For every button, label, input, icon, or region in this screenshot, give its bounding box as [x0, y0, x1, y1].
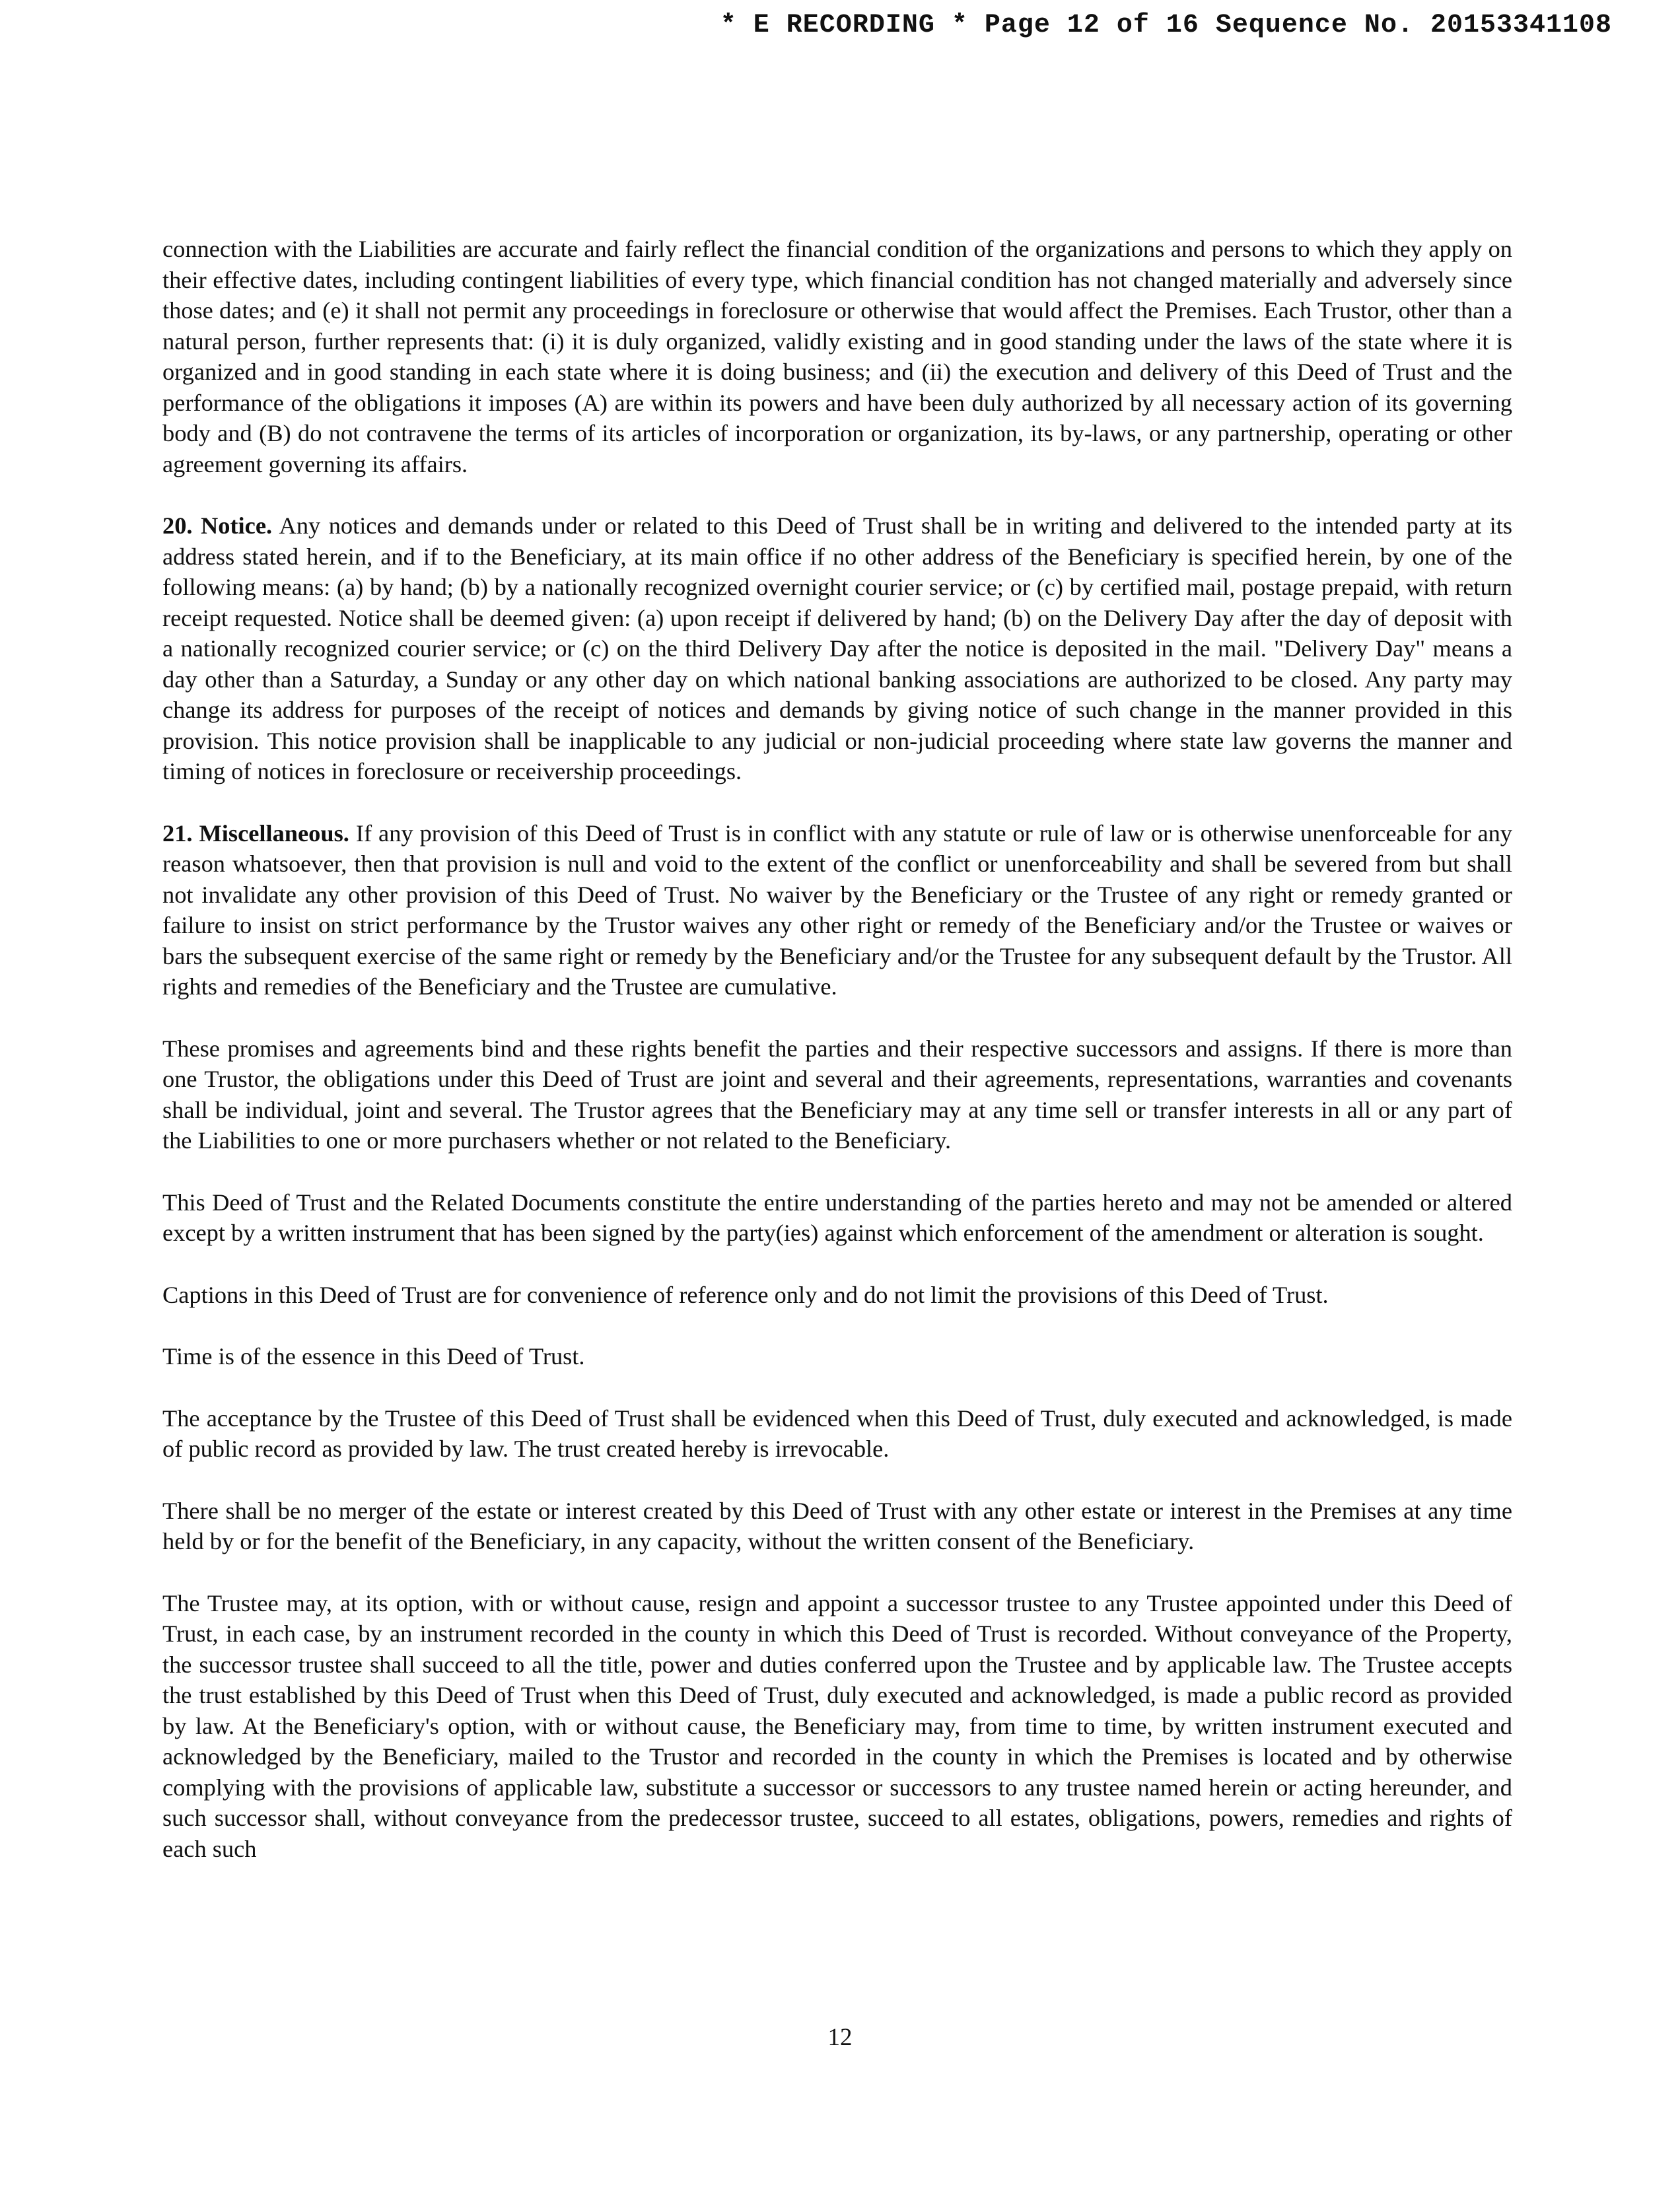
paragraph-time-of-essence	[162, 1341, 1512, 1372]
section-heading-miscellaneous: 21. Miscellaneous.	[162, 819, 349, 847]
paragraph-captions	[162, 1280, 1512, 1311]
paragraph-text: These promises and agreements bind and these rights benefit the parties and their respective successors and assigns. If there is more than one Trustor, the obligations under this Deed of Trust are joint and several and their agreements, representations, warranties and covenants shall be individual, joint and several. The Trustor agrees that the Beneficiary may at any time sell or transfer interests in all or any part of the Liabilities to one or more purchasers whether or not related to the Beneficiary.	[162, 1035, 1512, 1154]
paragraph-text: Time is of the essence in this Deed of Trust.	[162, 1343, 585, 1370]
document-body	[162, 234, 1512, 1864]
paragraph-text: Captions in this Deed of Trust are for convenience of reference only and do not limit the provisions of this Deed of Trust.	[162, 1281, 1329, 1308]
paragraph-successors	[162, 1033, 1512, 1156]
recording-header: * E RECORDING * Page 12 of 16 Sequence No. 20153341108	[720, 11, 1612, 40]
paragraph-text: This Deed of Trust and the Related Documents constitute the entire understanding of the parties hereto and may not be amended or altered except by a written instrument that has been signed by the party(ies) against which enforcement of the amendment or alteration is sought.	[162, 1189, 1512, 1246]
section-heading-notice: 20. Notice.	[162, 512, 273, 539]
paragraph-text: If any provision of this Deed of Trust is in conflict with any statute or rule of law or is otherwise unenforceable for any reason whatsoever, then that provision is null and void to the extent of the conflict or unenforceability and shall be severed from but shall not invalidate any other provision of this Deed of Trust. No waiver by the Beneficiary or the Trustee of any right or remedy granted or failure to insist on strict performance by the Trustor waives any other right or remedy of the Beneficiary and/or the Trustee or waives or bars the subsequent exercise of the same right or remedy by the Beneficiary and/or the Trustee for any subsequent default by the Trustor. All rights and remedies of the Beneficiary and the Trustee are cumulative.	[162, 819, 1512, 1000]
paragraph-text: Any notices and demands under or related to this Deed of Trust shall be in writing and delivered to the intended party at its address stated herein, and if to the Beneficiary, at its main office if no other address of the Beneficiary is specified herein, by one of the following means: (a) by hand; (b) by a nationally recognized overnight courier service; or (c) by certified mail, postage prepaid, with return receipt requested. Notice shall be deemed given: (a) upon receipt if delivered by hand; (b) on the Delivery Day after the day of deposit with a nationally recognized courier service; or (c) on the third Delivery Day after the notice is deposited in the mail. "Delivery Day" means a day other than a Saturday, a Sunday or any other day on which national banking associations are authorized to be closed. Any party may change its address for purposes of the receipt of notices and demands by giving notice of such change in the manner provided in this provision. This notice provision shall be inapplicable to any judicial or non-judicial proceeding where state law governs the manner and timing of notices in foreclosure or receivership proceedings.	[162, 512, 1512, 784]
paragraph-text: There shall be no merger of the estate or interest created by this Deed of Trust with any other estate or interest in the Premises at any time held by or for the benefit of the Beneficiary, in any capacity, without the written consent of the Beneficiary.	[162, 1497, 1512, 1554]
paragraph-representations-continued	[162, 234, 1512, 479]
page-number: 12	[827, 2024, 853, 2051]
paragraph-text: The Trustee may, at its option, with or without cause, resign and appoint a successor trustee to any Trustee appointed under this Deed of Trust, in each case, by an instrument recorded in the county in which this Deed of Trust is recorded. Without conveyance of the Property, the successor trustee shall succeed to all the title, power and duties conferred upon the Trustee and by applicable law. The Trustee accepts the trust established by this Deed of Trust when this Deed of Trust, duly executed and acknowledged, is made a public record as provided by law. At the Beneficiary's option, with or without cause, the Beneficiary may, from time to time, by written instrument executed and acknowledged by the Beneficiary, mailed to the Trustor and recorded in the county in which the Premises is located and by otherwise complying with the provisions of applicable law, substitute a successor or successors to any trustee named herein or acting hereunder, and such successor shall, without conveyance from the predecessor trustee, succeed to all estates, obligations, powers, remedies and rights of each such	[162, 1589, 1512, 1862]
paragraph-no-merger	[162, 1496, 1512, 1557]
paragraph-miscellaneous	[162, 818, 1512, 1002]
paragraph-text: connection with the Liabilities are accurate and fairly reflect the financial condition of the organizations and persons to which they apply on their effective dates, including contingent liabilities of every type, which financial condition has not changed materially and adversely since those dates; and (e) it shall not permit any proceedings in foreclosure or otherwise that would affect the Premises. Each Trustor, other than a natural person, further represents that: (i) it is duly organized, validly existing and in good standing under the laws of the state where it is organized and in good standing in each state where it is doing business; and (ii) the execution and delivery of this Deed of Trust and the performance of the obligations it imposes (A) are within its powers and have been duly authorized by all necessary action of its governing body and (B) do not contravene the terms of its articles of incorporation or organization, its by-laws, or any partnership, operating or other agreement governing its affairs.	[162, 236, 1512, 477]
paragraph-successor-trustee	[162, 1588, 1512, 1865]
paragraph-notice	[162, 510, 1512, 787]
paragraph-entire-understanding	[162, 1187, 1512, 1249]
paragraph-acceptance	[162, 1403, 1512, 1465]
paragraph-text: The acceptance by the Trustee of this Deed of Trust shall be evidenced when this Deed of Trust, duly executed and acknowledged, is made of public record as provided by law. The trust created hereby is irrevocable.	[162, 1405, 1512, 1462]
